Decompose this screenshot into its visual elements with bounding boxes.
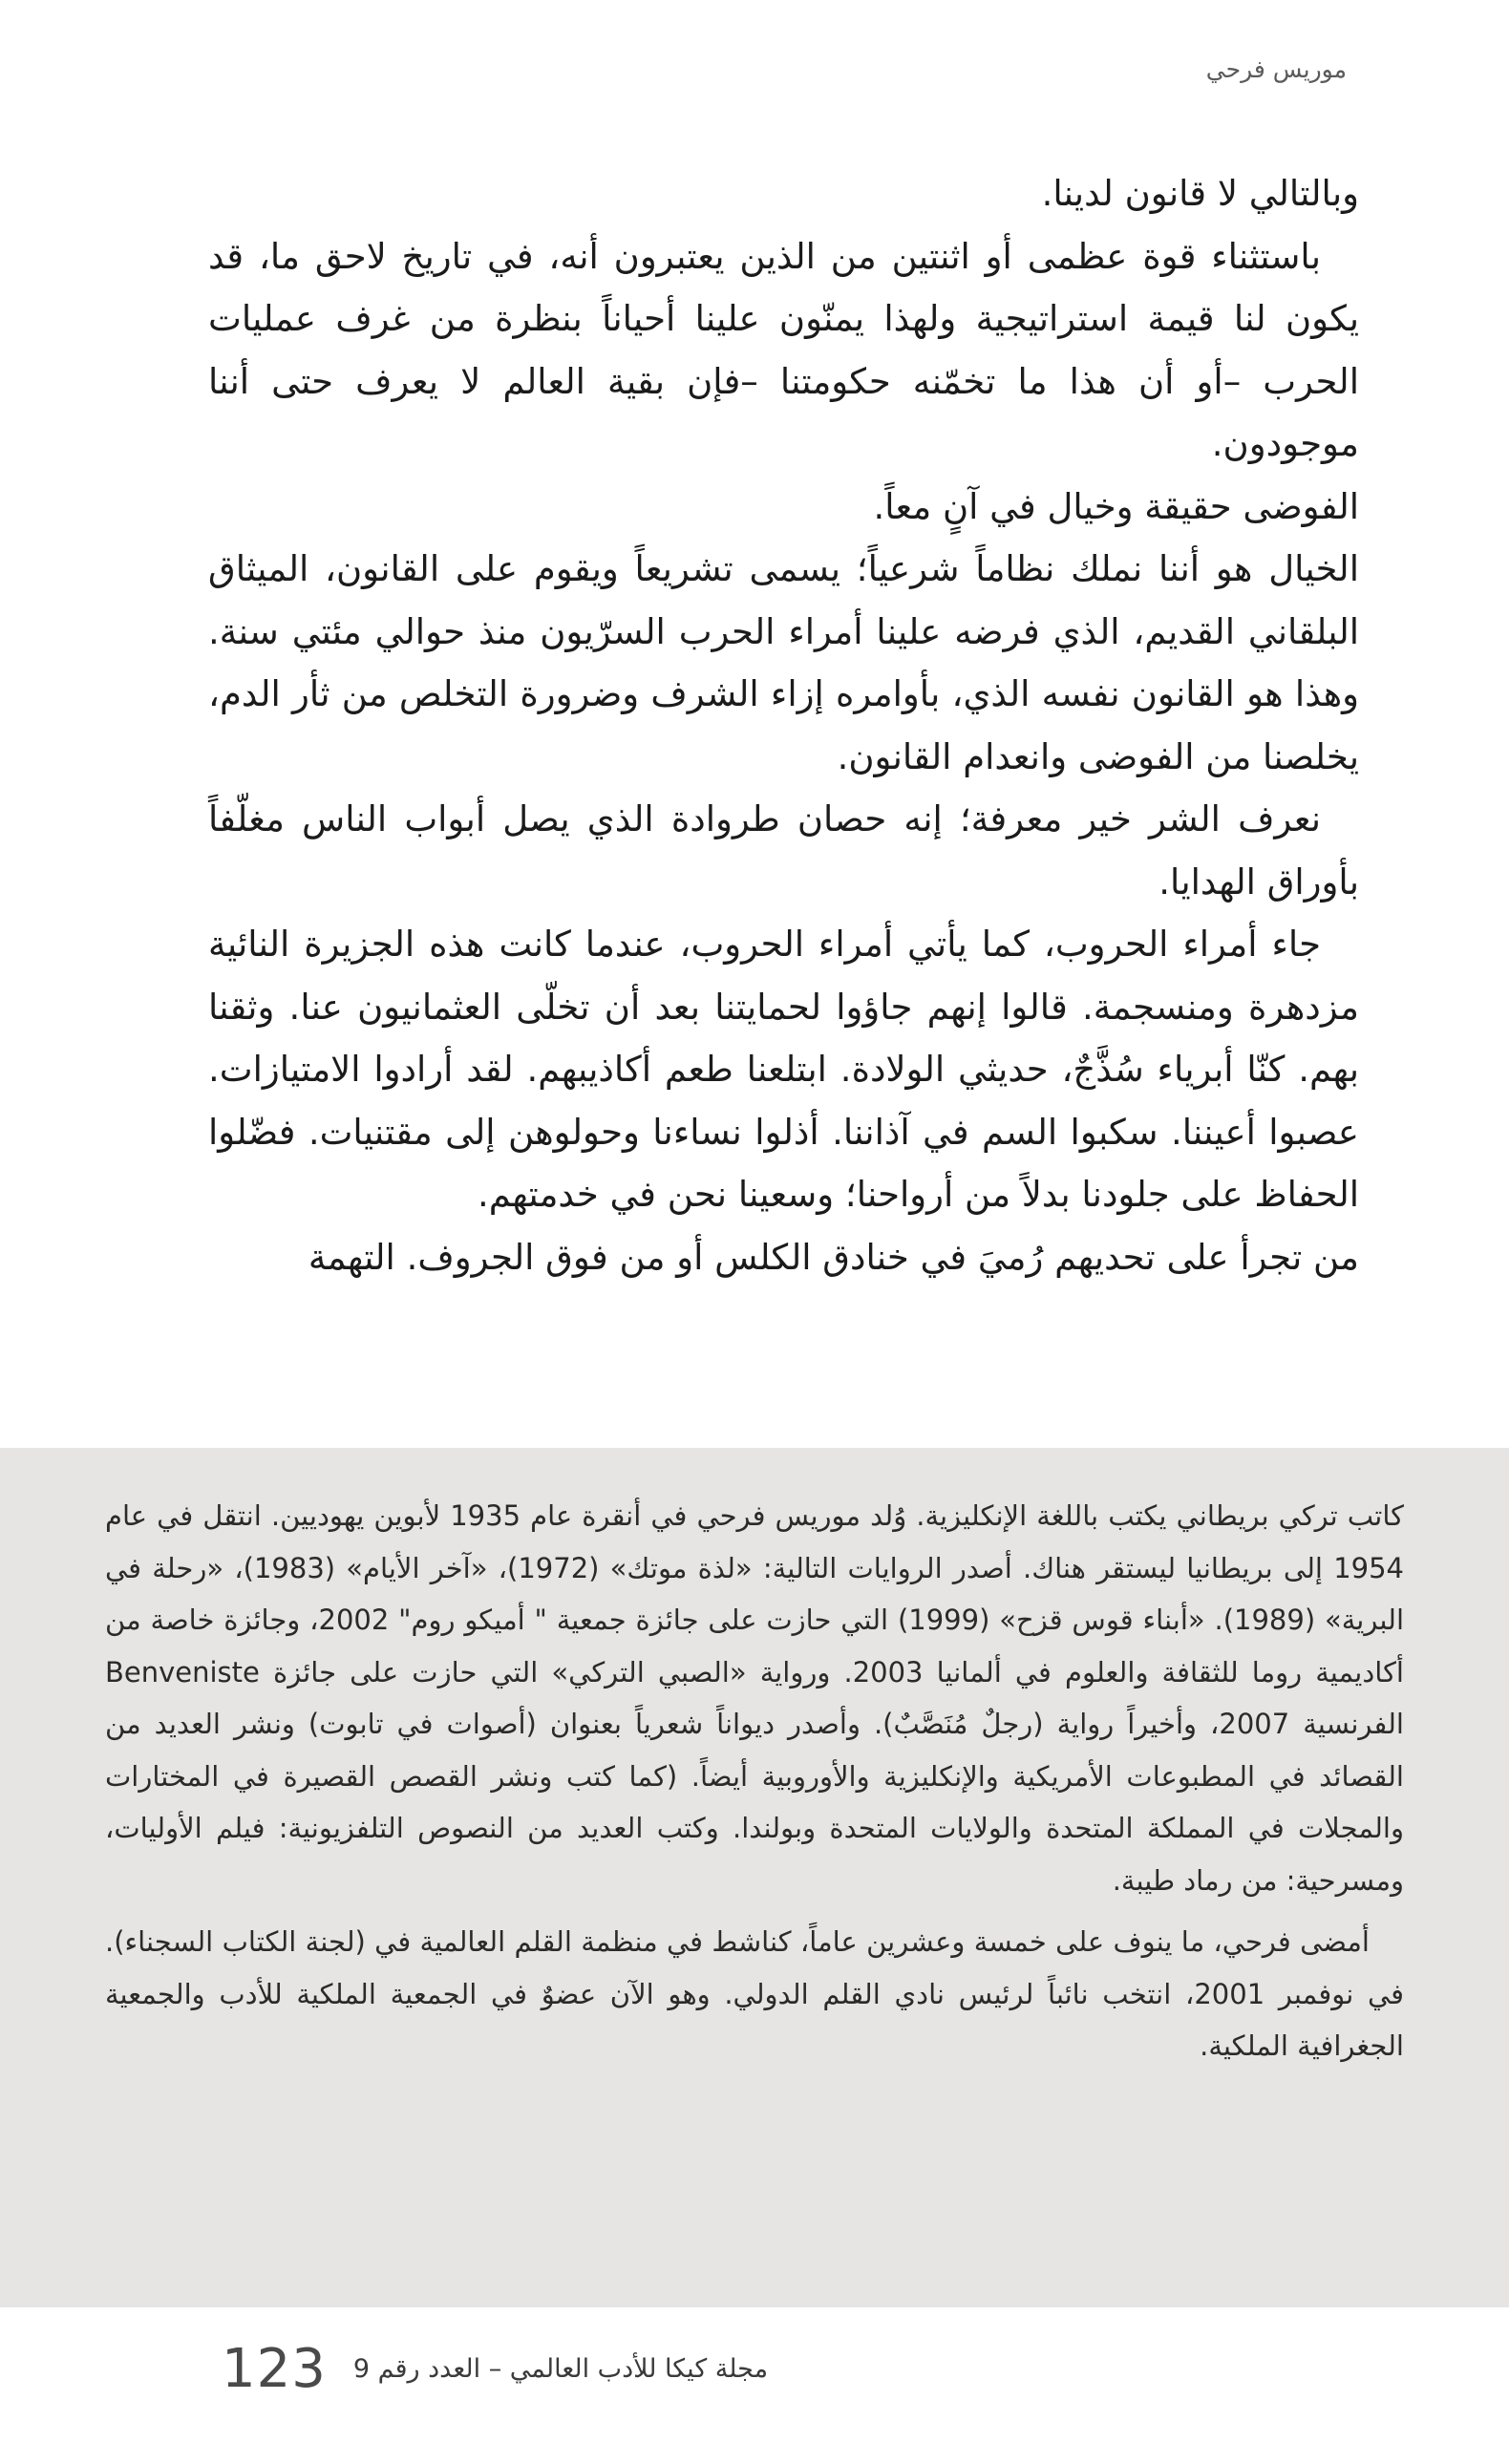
body-paragraph: من تجرأ على تحديهم رُميَ في خنادق الكلس أو من فوق الجروف. التهمة — [308, 1236, 1359, 1278]
body-paragraph: باستثناء قوة عظمى أو اثنتين من الذين يعتبرون أنه، في تاريخ لاحق ما، قد يكون لنا قيمة استراتيجية ولهذا يمنّون علينا أحياناً بنظرة من غرف عمليات الحرب –أو أن هذا ما تخمّنه حكومتنا –فإن بقية العالم لا يعرف حتى أننا موجودون. — [208, 235, 1359, 464]
running-header-author: موريس فرحي — [1205, 55, 1347, 83]
body-paragraph: جاء أمراء الحروب، كما يأتي أمراء الحروب، عندما كانت هذه الجزيرة النائية مزدهرة ومنسجمة. قالوا إنهم جاؤوا لحمايتنا بعد أن تخلّى العثمانيون عنا. وثقنا بهم. كنّا أبرياء سُذَّجٌ، حديثي الولادة. ابتلعنا طعم أكاذيبهم. لقد أرادوا الامتيازات. عصبوا أعيننا. سكبوا السم في آذاننا. أذلوا نساءنا وحولوهن إلى مقتنيات. فضّلوا الحفاظ على جلودنا بدلاً من أرواحنا؛ وسعينا نحن في خدمتهم. — [208, 924, 1359, 1215]
page-footer — [222, 2330, 768, 2407]
body-paragraph: الخيال هو أننا نملك نظاماً شرعياً؛ يسمى تشريعاً ويقوم على القانون، الميثاق البلقاني القديم، الذي فرضه علينا أمراء الحرب السرّيون منذ حوالي مئتي سنة. وهذا هو القانون نفسه الذي، بأوامره إزاء الشرف وضرورة التخلص من ثأر الدم، يخلصنا من الفوضى وانعدام القانون. — [208, 548, 1359, 777]
journal-title: مجلة كيكا للأدب العالمي – العدد رقم 9 — [352, 2353, 769, 2384]
main-body-text — [208, 162, 1359, 1288]
page-number: 123 — [222, 2337, 327, 2400]
body-paragraph: نعرف الشر خير معرفة؛ إنه حصان طروادة الذي يصل أبواب الناس مغلّفاً بأوراق الهدايا. — [208, 798, 1359, 903]
bio-paragraph: أمضى فرحي، ما ينوف على خمسة وعشرين عاماً، كناشط في منظمة القلم العالمية في (لجنة الكتاب السجناء). في نوفمبر 2001، انتخب نائباً لرئيس نادي القلم الدولي. وهو الآن عضوٌ في الجمعية الملكية للأدب والجمعية الجغرافية الملكية. — [105, 1925, 1404, 2062]
body-paragraph: الفوضى حقيقة وخيال في آنٍ معاً. — [873, 485, 1359, 527]
author-bio-text — [105, 1490, 1404, 2072]
bio-paragraph: كاتب تركي بريطاني يكتب باللغة الإنكليزية. وُلد موريس فرحي في أنقرة عام 1935 لأبوين يهوديين. انتقل في عام 1954 إلى بريطانيا ليستقر هناك. أصدر الروايات التالية: «لذة موتك» (1972)، «آخر الأيام» (1983)، «رحلة في البرية» (1989). «أبناء قوس قزح» (1999) التي حازت على جائزة جمعية " أميكو روم" 2002، وجائزة خاصة من أكاديمية روما للثقافة والعلوم في ألمانيا 2003. ورواية «الصبي التركي» التي حازت على جائزة Benveniste الفرنسية 2007، وأخيراً رواية (رجلٌ مُنَصَّبٌ). وأصدر ديواناً شعرياً بعنوان (أصوات في تابوت) ونشر العديد من القصائد في المطبوعات الأمريكية والإنكليزية والأوروبية أيضاً. (كما كتب ونشر القصص القصيرة في المختارات والمجلات في المملكة المتحدة والولايات المتحدة وبولندا. وكتب العديد من النصوص التلفزيونية: فيلم الأوليات، ومسرحية: من رماد طيبة. — [105, 1499, 1405, 1897]
body-paragraph: وبالتالي لا قانون لدينا. — [1041, 173, 1359, 214]
